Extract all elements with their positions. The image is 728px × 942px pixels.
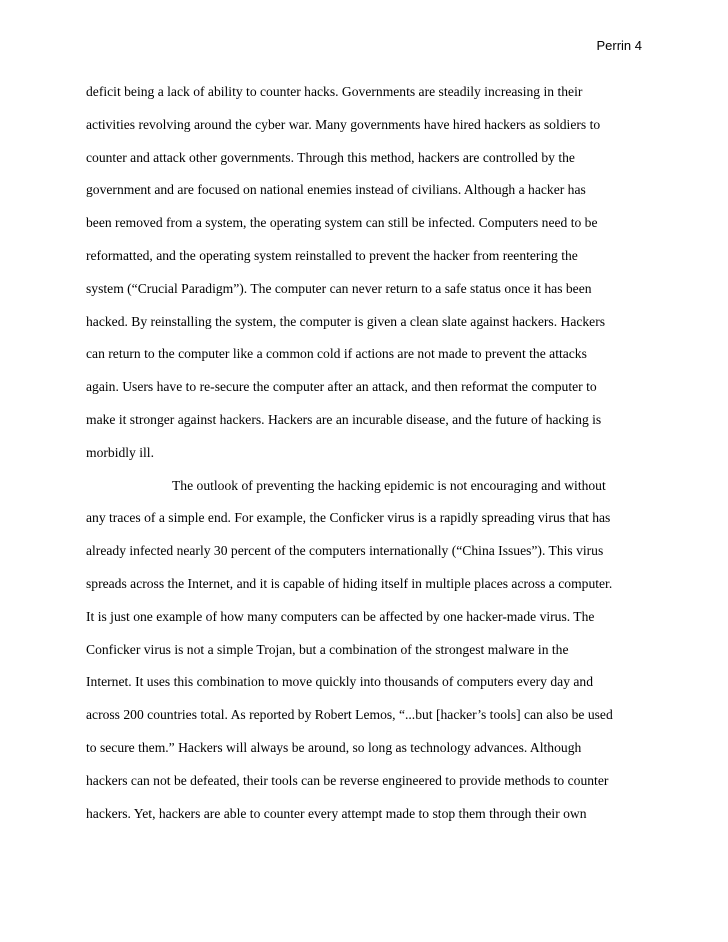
text-line: morbidly ill. [86,444,154,460]
text-line: been removed from a system, the operating system can still be infected. Computers need to be [86,215,598,231]
text-line: can return to the computer like a common cold if actions are not made to prevent the attacks [86,346,587,362]
text-line: hacked. By reinstalling the system, the computer is given a clean slate against hackers. Hackers [86,313,606,329]
text-line: deficit being a lack of ability to counter hacks. Governments are steadily increasing in their [86,84,583,99]
text-line: government and are focused on national enemies instead of civilians. Although a hacker has [86,182,586,198]
text-line: reformatted, and the operating system reinstalled to prevent the hacker from reentering the [86,247,578,263]
text-line: any traces of a simple end. For example, the Conficker virus is a rapidly spreading virus that has [86,510,611,526]
text-line: It is just one example of how many computers can be affected by one hacker-made virus. The [86,608,595,624]
running-head: Perrin 4 [596,38,642,53]
text-line: activities revolving around the cyber war. Many governments have hired hackers as soldiers to [86,116,601,132]
text-line: Internet. It uses this combination to move quickly into thousands of computers every day and [86,674,594,690]
text-line: hackers can not be defeated, their tools can be reverse engineered to provide methods to counter [86,772,609,788]
text-line: counter and attack other governments. Through this method, hackers are controlled by the [86,149,575,165]
text-line: spreads across the Internet, and it is capable of hiding itself in multiple places across a computer. [86,575,613,591]
text-line: Conficker virus is not a simple Trojan, but a combination of the strongest malware in the [86,641,569,657]
text-line: across 200 countries total. As reported by Robert Lemos, “...but [hacker’s tools] can also be used [86,707,613,723]
text-line: already infected nearly 30 percent of the computers internationally (“China Issues”). This virus [86,543,604,559]
text-line: system (“Crucial Paradigm”). The computer can never return to a safe status once it has been [86,280,592,296]
body-text [86,84,646,838]
text-line: hackers. Yet, hackers are able to counter every attempt made to stop them through their own [86,805,587,821]
paragraph-first-line: The outlook of preventing the hacking epidemic is not encouraging and without [172,477,606,493]
text-line: to secure them.” Hackers will always be around, so long as technology advances. Although [86,739,582,755]
text-line: again. Users have to re-secure the computer after an attack, and then reformat the computer to [86,379,597,395]
text-line: make it stronger against hackers. Hackers are an incurable disease, and the future of hacking is [86,411,602,427]
